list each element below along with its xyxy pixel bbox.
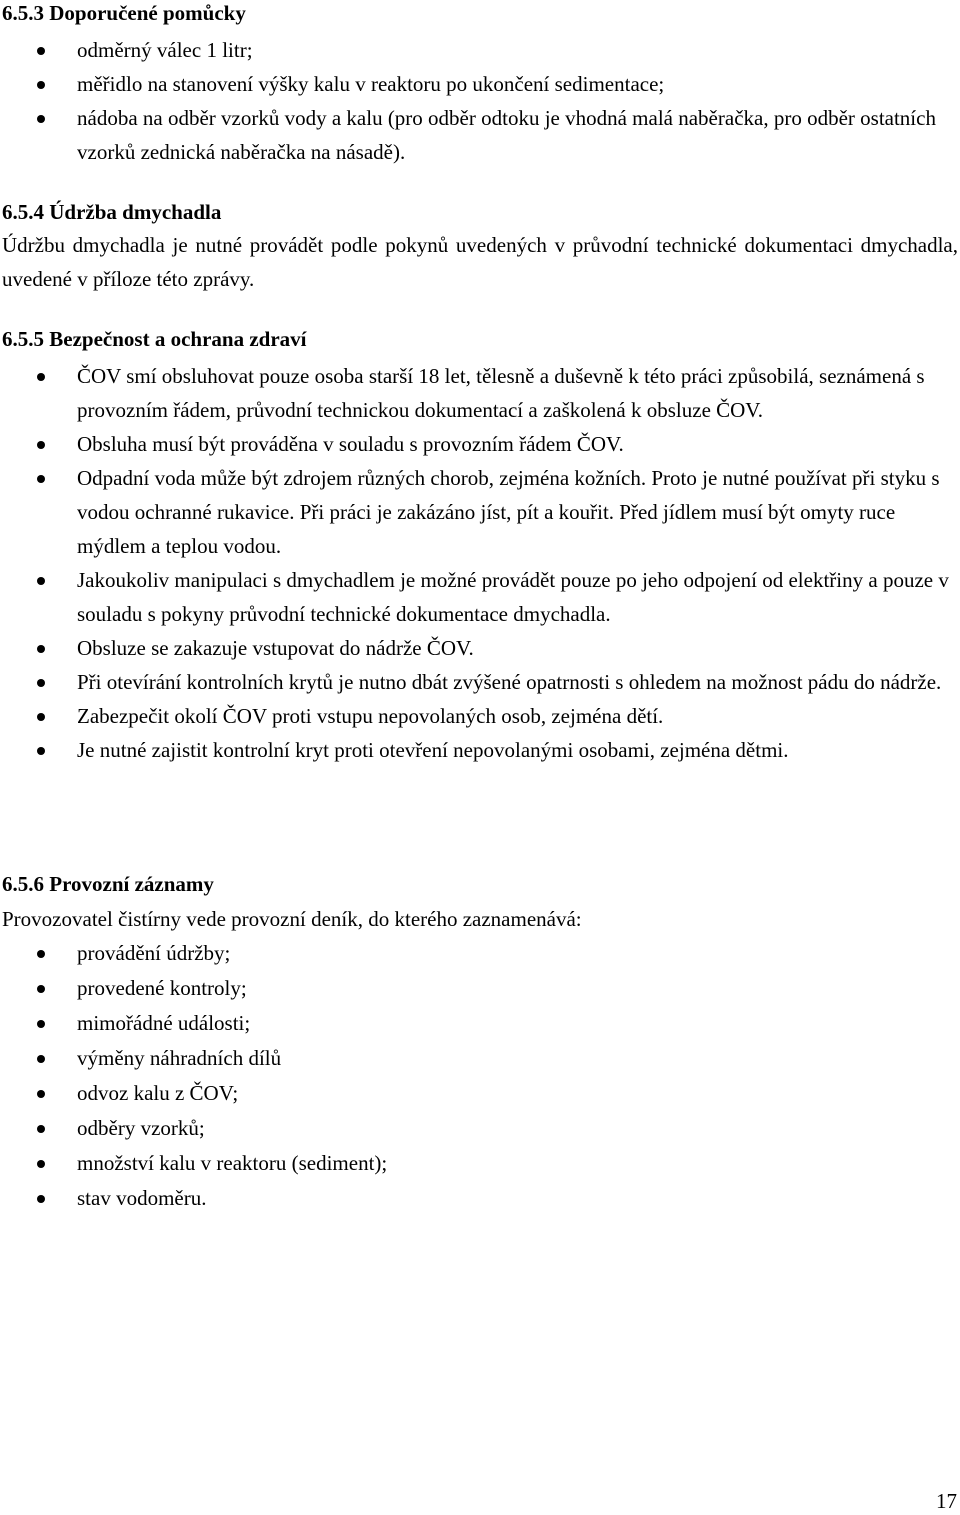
bullet-icon <box>37 81 45 89</box>
bullet-icon <box>37 645 45 653</box>
bullet-icon <box>37 1055 45 1063</box>
list-item <box>0 971 960 1006</box>
bullet-icon <box>37 577 45 585</box>
list-item-text: Odpadní voda může být zdrojem různých chorob, zejména kožních. Proto je nutné používat při styku s vodou ochranné rukavice. Při práci je zakázáno jíst, pít a kouřit. Před jídlem musí být omyty ruce mýdlem a teplou vodou. <box>77 466 940 558</box>
list-item <box>0 427 960 461</box>
bullet-icon <box>37 950 45 958</box>
list-item <box>0 1076 960 1111</box>
list-item-text: Obsluze se zakazuje vstupovat do nádrže ČOV. <box>77 636 474 660</box>
list-item-text: výměny náhradních dílů <box>77 1046 282 1070</box>
list-item-text: mimořádné události; <box>77 1011 251 1035</box>
list-item <box>0 563 960 631</box>
list-item-text: odvoz kalu z ČOV; <box>77 1081 239 1105</box>
maintenance-paragraph: Údržbu dmychadla je nutné provádět podle pokynů uvedených v průvodní technické dokumentaci dmychadla, uvedené v příloze této zprávy. <box>2 233 958 291</box>
list-item-text: Zabezpečit okolí ČOV proti vstupu nepovolaných osob, zejména dětí. <box>77 704 664 728</box>
list-item-text: ČOV smí obsluhovat pouze osoba starší 18 let, tělesně a duševně k této práci způsobilá, seznámená s provozním řádem, průvodní technickou dokumentací a zaškolená k obsluze ČOV. <box>77 364 925 422</box>
bullet-icon <box>37 1090 45 1098</box>
bullet-icon <box>37 985 45 993</box>
bullet-icon <box>37 475 45 483</box>
list-item-text: Jakoukoliv manipulaci s dmychadlem je možné provádět pouze po jeho odpojení od elektřiny a pouze v souladu s pokyny průvodní technické dokumentace dmychadla. <box>77 568 949 626</box>
records-intro: Provozovatel čistírny vede provozní deník, do kterého zaznamenává: <box>2 907 582 931</box>
list-item <box>0 461 960 563</box>
list-item <box>0 1006 960 1041</box>
list-item <box>0 631 960 665</box>
list-item-text: stav vodoměru. <box>77 1186 207 1210</box>
list-item <box>0 67 960 101</box>
list-item <box>0 1146 960 1181</box>
bullet-icon <box>37 441 45 449</box>
list-item <box>0 101 960 169</box>
bullet-icon <box>37 47 45 55</box>
list-item-text: provedené kontroly; <box>77 976 247 1000</box>
records-list <box>0 936 960 1216</box>
section-heading-6-5-4: 6.5.4 Údržba dmychadla <box>2 200 222 224</box>
list-item <box>0 936 960 971</box>
list-item <box>0 359 960 427</box>
bullet-icon <box>37 1195 45 1203</box>
list-item-text: Obsluha musí být prováděna v souladu s provozním řádem ČOV. <box>77 432 624 456</box>
list-item-text: nádoba na odběr vzorků vody a kalu (pro odběr odtoku je vhodná malá naběračka, pro odběr ostatních vzorků zednická naběračka na násadě). <box>77 106 936 164</box>
bullet-icon <box>37 1160 45 1168</box>
bullet-icon <box>37 1020 45 1028</box>
bullet-icon <box>37 1125 45 1133</box>
bullet-icon <box>37 713 45 721</box>
list-item <box>0 1111 960 1146</box>
list-item-text: odběry vzorků; <box>77 1116 205 1140</box>
list-item <box>0 1181 960 1216</box>
list-item <box>0 665 960 699</box>
section-heading-6-5-5: 6.5.5 Bezpečnost a ochrana zdraví <box>2 327 307 351</box>
list-item-text: Je nutné zajistit kontrolní kryt proti otevření nepovolanými osobami, zejména dětmi. <box>77 738 789 762</box>
list-item-text: měřidlo na stanovení výšky kalu v reaktoru po ukončení sedimentace; <box>77 72 665 96</box>
list-item <box>0 33 960 67</box>
list-item <box>0 699 960 733</box>
section-heading-6-5-3: 6.5.3 Doporučené pomůcky <box>2 1 246 25</box>
bullet-icon <box>37 679 45 687</box>
list-item-text: Při otevírání kontrolních krytů je nutno dbát zvýšené opatrnosti s ohledem na možnost pádu do nádrže. <box>77 670 942 694</box>
list-item-text: množství kalu v reaktoru (sediment); <box>77 1151 388 1175</box>
list-item <box>0 1041 960 1076</box>
list-item-text: provádění údržby; <box>77 941 231 965</box>
tools-list <box>0 33 960 169</box>
list-item <box>0 733 960 767</box>
bullet-icon <box>37 115 45 123</box>
section-heading-6-5-6: 6.5.6 Provozní záznamy <box>2 872 214 896</box>
bullet-icon <box>37 747 45 755</box>
safety-list <box>0 359 960 767</box>
bullet-icon <box>37 373 45 381</box>
page-number: 17 <box>936 1489 957 1513</box>
list-item-text: odměrný válec 1 litr; <box>77 38 253 62</box>
